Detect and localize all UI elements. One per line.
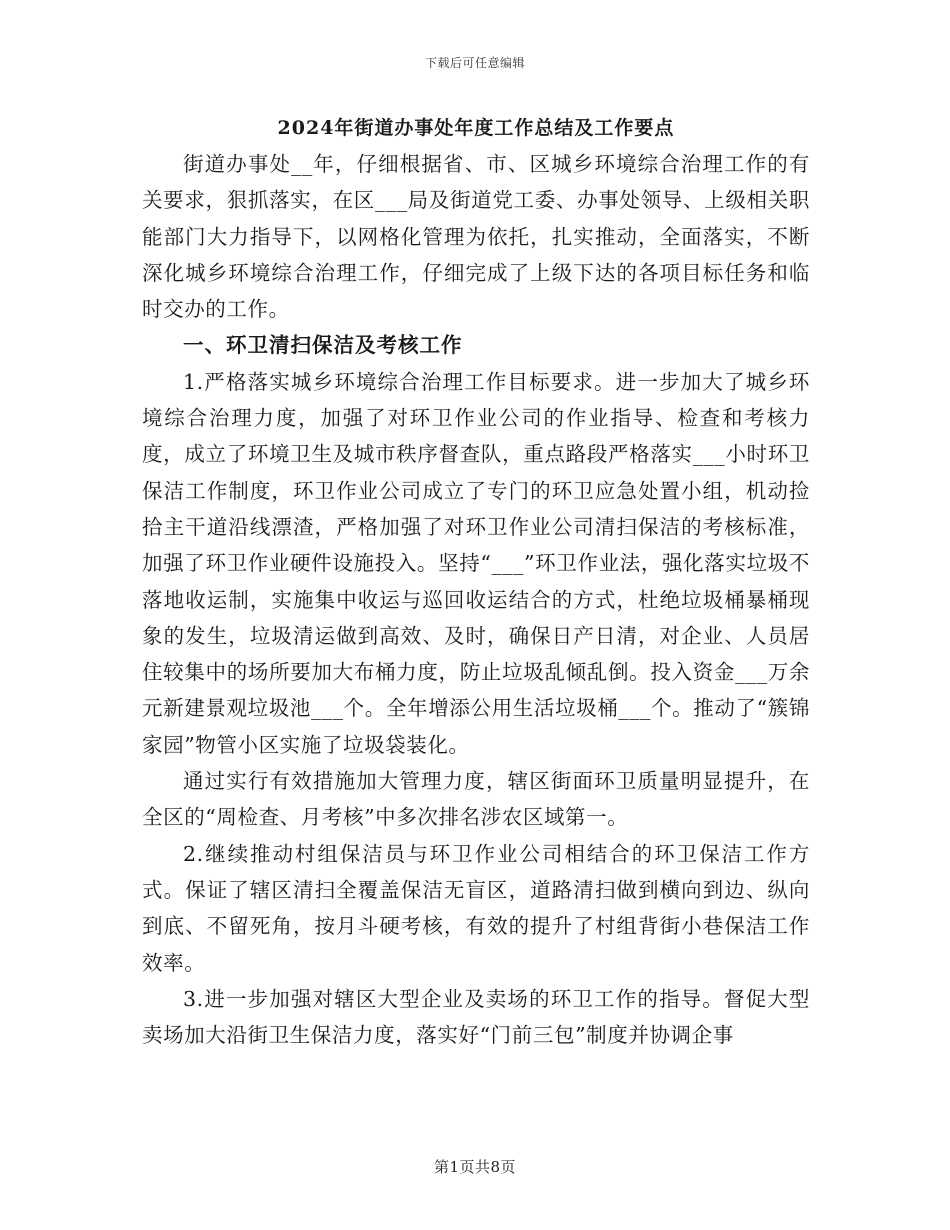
document-body <box>142 112 810 1053</box>
page-number-footer: 第1页共8页 <box>433 1158 517 1176</box>
section-heading-sanitation: 一、环卫清扫保洁及考核工作 <box>183 333 463 358</box>
intro-paragraph: 街道办事处__年，仔细根据省、市、区城乡环境综合治理工作的有关要求，狠抓落实，在区___局及街道党工委、办事处领导、上级相关职能部门大力指导下，以网格化管理为依托，扎实推动，全面落实，不断深化城乡环境综合治理工作，仔细完成了上级下达的各项目标任务和临时交办的工作。 <box>142 152 810 322</box>
item-1-paragraph: 1.严格落实城乡环境综合治理工作目标要求。进一步加大了城乡环境综合治理力度，加强了对环卫作业公司的作业指导、检查和考核力度，成立了环境卫生及城市秩序督查队，重点路段严格落实___小时环卫保洁工作制度，环卫作业公司成立了专门的环卫应急处置小组，机动捡拾主干道沿线漂渣，严格加强了对环卫作业公司清扫保洁的考核标准，加强了环卫作业硬件设施投入。坚持“___”环卫作业法，强化落实垃圾不落地收运制，实施集中收运与巡回收运结合的方式，杜绝垃圾桶暴桶现象的发生，垃圾清运做到高效、及时，确保日产日清，对企业、人员居住较集中的场所要加大布桶力度，防止垃圾乱倾乱倒。投入资金___万余元新建景观垃圾池___个。全年增添公用生活垃圾桶___个。推动了“簇锦家园”物管小区实施了垃圾袋装化。 <box>142 369 810 757</box>
item-3-paragraph: 3.进一步加强对辖区大型企业及卖场的环卫工作的指导。督促大型卖场加大沿街卫生保洁力度，落实好“门前三包”制度并协调企事 <box>142 986 810 1048</box>
page-header-note: 下载后可任意编辑 <box>424 56 525 70</box>
item-2-paragraph: 2.继续推动村组保洁员与环卫作业公司相结合的环卫保洁工作方式。保证了辖区清扫全覆盖保洁无盲区，道路清扫做到横向到边、纵向到底、不留死角，按月斗硬考核，有效的提升了村组背街小巷保洁工作效率。 <box>142 841 810 975</box>
document-title: 2024年街道办事处年度工作总结及工作要点 <box>277 117 675 139</box>
item-1-result-paragraph: 通过实行有效措施加大管理力度，辖区街面环卫质量明显提升，在全区的“周检查、月考核”中多次排名涉农区域第一。 <box>142 769 810 830</box>
